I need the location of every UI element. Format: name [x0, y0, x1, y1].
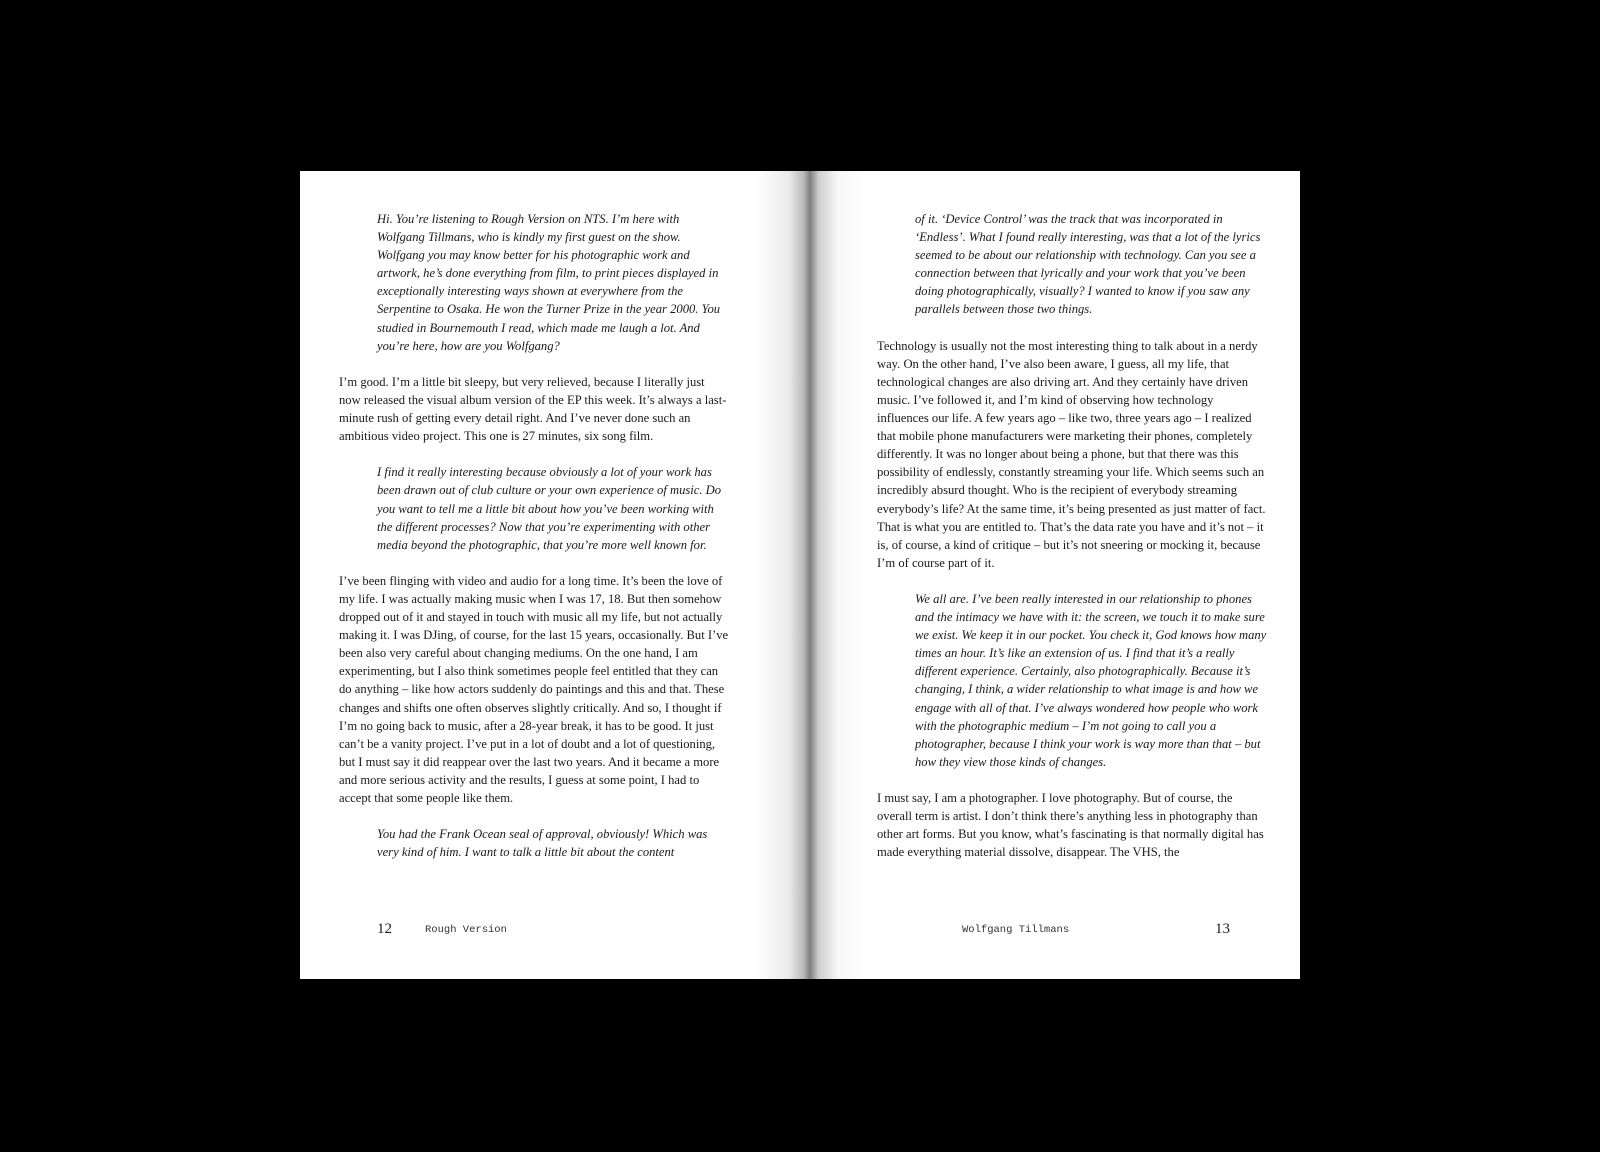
interviewer-question: I find it really interesting because obviously a lot of your work has been drawn out of club culture or your own experience of music. Do you want to tell me a little bit about how you’ve been working with the different processes? Now that you’re experimenting with other media beyond the photographic, that you’re more well known for.	[377, 465, 722, 552]
running-head: Wolfgang Tillmans	[962, 924, 1070, 936]
page-number: 12	[377, 921, 392, 937]
interviewer-question: Hi. You’re listening to Rough Version on NTS. I’m here with Wolfgang Tillmans, who is kindly my first guest on the show. Wolfgang you may know better for his photographic work and artwork, he’s done everything from film, to print pieces displayed in exceptionally interesting ways shown at everywhere from the Serpentine to Osaka. He won the Turner Prize in the year 2000. You studied in Bournemouth I read, which made me laugh a lot. And you’re here, how are you Wolfgang?	[377, 212, 721, 353]
book-spread	[300, 171, 1300, 979]
right-page	[800, 171, 1300, 979]
interviewee-answer: I must say, I am a photographer. I love photography. But of course, the overall term is artist. I don’t think there’s anything less in photography than other art forms. But you know, what’s fascinating is that normally digital has made everything material dissolve, disappear. The VHS, the	[877, 791, 1264, 860]
left-page	[300, 171, 800, 979]
interviewer-question: of it. ‘Device Control’ was the track that was incorporated in ‘Endless’. What I found really interesting, was that a lot of the lyrics seemed to be about our relationship with technology. Can you see a connection between that lyrically and your work that you’ve been doing photographically, visually? I wanted to know if you saw any parallels between those two things.	[915, 212, 1261, 317]
interviewee-answer: Technology is usually not the most interesting thing to talk about in a nerdy way. On the other hand, I’ve also been aware, I guess, all my life, that technological changes are also driving art. And they certainly have driven music. I’ve followed it, and I’m kind of observing how technology influences our life. A few years ago – like two, three years ago – I realized that mobile phone manufacturers were marketing their phones, completely differently. It was no longer about being a phone, but that there was this possibility of endlessly, constantly streaming your life. Which seems such an incredibly absurd thought. Who is the recipient of everybody streaming everybody’s life? At the same time, it’s being presented as just matter of fact. That is what you are entitled to. That’s the data rate you have and it’s not – it is, of course, a kind of critique – but it’s not sneering or mocking it, because I’m of course part of it.	[877, 338, 1266, 570]
interviewer-question: We all are. I’ve been really interested in our relationship to phones and the intimacy we have with it: the screen, we touch it to make sure we exist. We keep it in our pocket. You check it, God knows how many times an hour. It’s like an extension of us. I find that it’s a really different experience. Certainly, also photographically. Because it’s changing, I think, a wider relationship to what image is and how we engage with all of that. I’ve always wondered how people who work with the photographic medium – I’m not going to call you a photographer, because I think your work is way more than that – but how they view those kinds of changes.	[915, 591, 1267, 769]
right-text-column	[877, 210, 1267, 879]
interviewee-answer: I’m good. I’m a little bit sleepy, but very relieved, because I literally just now released the visual album version of the EP this week. It’s always a last-minute rush of getting every detail right. And I’ve never done such an ambitious video project. This one is 27 minutes, six song film.	[339, 374, 727, 444]
page-number: 13	[1215, 921, 1230, 937]
interviewer-question: You had the Frank Ocean seal of approval, obviously! Which was very kind of him. I want to talk a little bit about the content	[377, 827, 708, 860]
interviewee-answer: I’ve been flinging with video and audio for a long time. It’s been the love of my life. I was actually making music when I was 17, 18. But then somehow dropped out of it and stayed in touch with music all my life, but not actually making it. I was DJing, of course, for the last 15 years, occasionally. But I’ve been also very careful about changing mediums. On the one hand, I am experimenting, but I also think sometimes people feel entitled that they can do anything – like how actors suddenly do paintings and this and that. These changes and shifts one often observes slightly critically. And so, I thought if I’m no going back to music, after a 28-year break, it has to be good. It just can’t be a vanity project. I’ve put in a lot of doubt and a lot of questioning, but I must say it did reappear over the last two years. And it became a more and more serious activity and the results, I guess at some point, I had to accept that some people like them.	[339, 573, 729, 805]
left-text-column	[339, 210, 729, 879]
running-head: Rough Version	[425, 924, 507, 936]
